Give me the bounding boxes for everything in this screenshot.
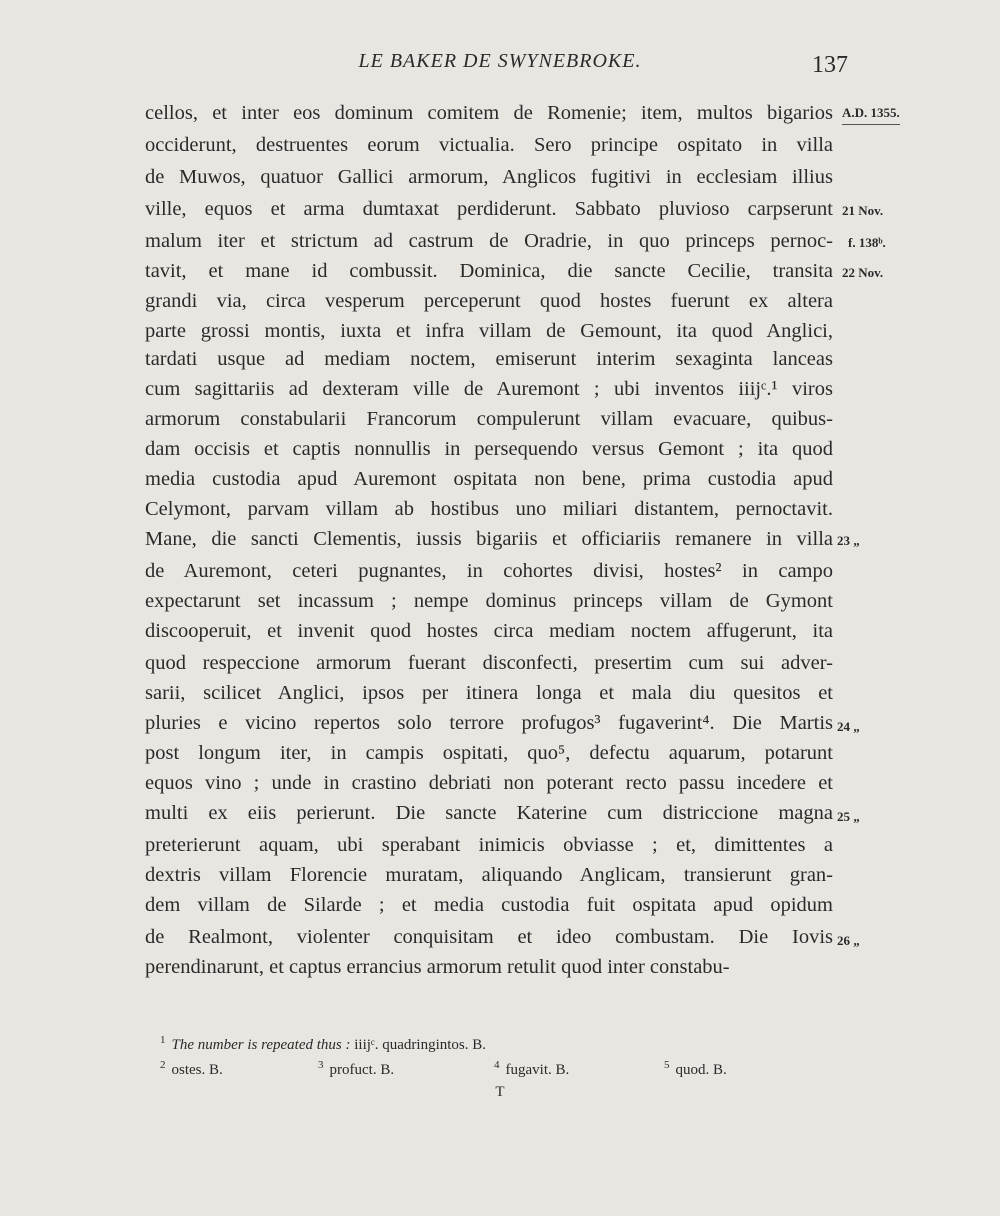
running-title: LE BAKER DE SWYNEBROKE. [358,50,642,72]
body-line: de Muwos, quatuor Gallici armorum, Anglicos fugitivi in ecclesiam illius [145,166,833,188]
footnote [494,1055,569,1080]
body-line: cum sagittariis ad dexteram ville de Auremont ; ubi inventos iiijᶜ.¹ viros [145,378,833,400]
footnote-marker: 3 [318,1059,324,1071]
footnote [664,1055,727,1080]
footnote-marker: 4 [494,1059,500,1071]
body-line: dam occisis et captis nonnullis in persequendo versus Gemont ; ita quod [145,438,833,460]
margin-date: 22 Nov. [842,265,884,280]
body-line: multi ex eiis perierunt. Die sancte Katerine cum districcione magna [145,802,833,824]
body-line: occiderunt, destruentes eorum victualia. Sero principe ospitato in villa [145,134,833,156]
margin-date: 24 „ [837,719,860,734]
footnote-text: iiijᶜ. quadringintos. B. [354,1037,487,1053]
margin-date: 21 Nov. [842,203,884,218]
body-line: ville, equos et arma dumtaxat perdiderunt. Sabbato pluvioso carpserunt [145,198,833,220]
body-line: quod respeccione armorum fuerant disconfecti, presertim cum sui adver- [145,652,833,674]
body-line: discooperuit, et invenit quod hostes circa mediam noctem affugerunt, ita [145,620,833,642]
margin-date: 26 „ [837,933,860,948]
body-line: grandi via, circa vesperum perceperunt quod hostes fuerunt ex altera [145,290,833,312]
footnote-marker: 5 [664,1059,670,1071]
body-line: tardati usque ad mediam noctem, emiserunt interim sexaginta lanceas [145,348,833,370]
footnote-text: quod. B. [675,1062,727,1078]
body-line: perendinarunt, et captus errancius armorum retulit quod inter constabu- [145,956,730,978]
body-line: media custodia apud Auremont ospitata non bene, prima custodia apud [145,468,833,490]
signature-mark: T [495,1084,505,1100]
footnote [160,1055,223,1080]
margin-year: A.D. 1355. [842,102,900,125]
footnote [318,1055,394,1080]
body-line: cellos, et inter eos dominum comitem de Romenie; item, multos bigarios [145,102,833,124]
footnote [160,1030,486,1055]
margin-date: 23 „ [837,533,860,548]
footnote-marker: 1 [160,1034,166,1046]
body-line: dem villam de Silarde ; et media custodia fuit ospitata apud opidum [145,894,833,916]
margin-folio: f. 138ᵇ. [848,235,886,250]
body-line: Celymont, parvam villam ab hostibus uno miliari distantem, pernoctavit. [145,498,833,520]
body-line: parte grossi montis, iuxta et infra villam de Gemount, ita quod Anglici, [145,320,833,342]
body-line: de Auremont, ceteri pugnantes, in cohortes divisi, hostes² in campo [145,560,833,582]
footnote-italic: The number is repeated thus : [171,1037,351,1053]
page-number: 137 [812,52,848,78]
body-line: tavit, et mane id combussit. Dominica, die sancte Cecilie, transita [145,260,833,282]
footnote-text: profuct. B. [329,1062,395,1078]
body-line: pluries e vicino repertos solo terrore profugos³ fugaverint⁴. Die Martis [145,712,833,734]
body-line: dextris villam Florencie muratam, aliquando Anglicam, transierunt gran- [145,864,833,886]
body-line: expectarunt set incassum ; nempe dominus princeps villam de Gymont [145,590,833,612]
body-line: armorum constabularii Francorum compulerunt villam evacuare, quibus- [145,408,833,430]
body-line: preterierunt aquam, ubi sperabant inimicis obviasse ; et, dimittentes a [145,834,833,856]
margin-date: 25 „ [837,809,860,824]
footnote-marker: 2 [160,1059,166,1071]
body-line: malum iter et strictum ad castrum de Oradrie, in quo princeps pernoc- [145,230,833,252]
body-line: Mane, die sancti Clementis, iussis bigariis et officiariis remanere in villa [145,528,833,550]
body-line: sarii, scilicet Anglici, ipsos per itinera longa et mala diu quesitos et [145,682,833,704]
footnote-text: ostes. B. [171,1062,223,1078]
body-line: equos vino ; unde in crastino debriati non poterant recto passu incedere et [145,772,833,794]
body-line: post longum iter, in campis ospitati, quo⁵, defectu aquarum, potarunt [145,742,833,764]
footnote-text: fugavit. B. [505,1062,570,1078]
body-line: de Realmont, violenter conquisitam et ideo combustam. Die Iovis [145,926,833,948]
